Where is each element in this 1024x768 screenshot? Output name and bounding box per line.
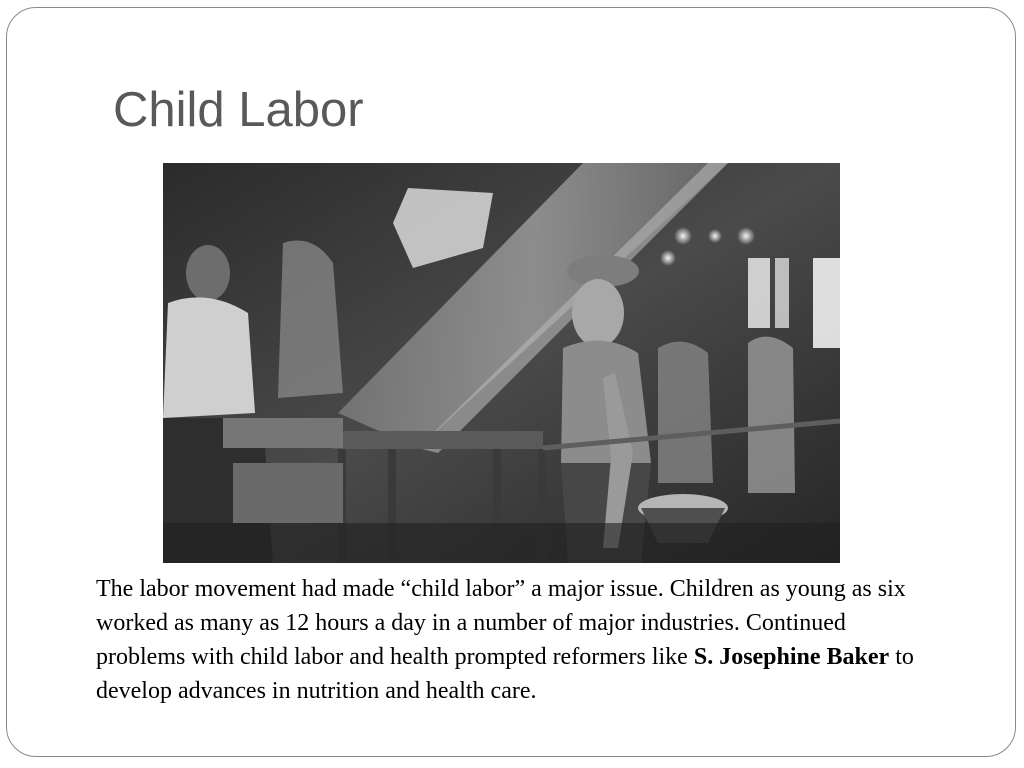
body-text-part2: to develop advances in nutrition and health care. (96, 644, 914, 704)
slide-title: Child Labor (113, 83, 364, 137)
body-text-highlight: S. Josephine Baker (693, 644, 890, 670)
child-labor-photo (163, 163, 840, 563)
body-text-part1: The labor movement had made “child labor” a major issue. Children as young as six worked as many as 12 hours a day in a number of major industries. Continued problems with child labor and health prompted reformers like (96, 576, 906, 670)
body-paragraph (96, 572, 936, 708)
